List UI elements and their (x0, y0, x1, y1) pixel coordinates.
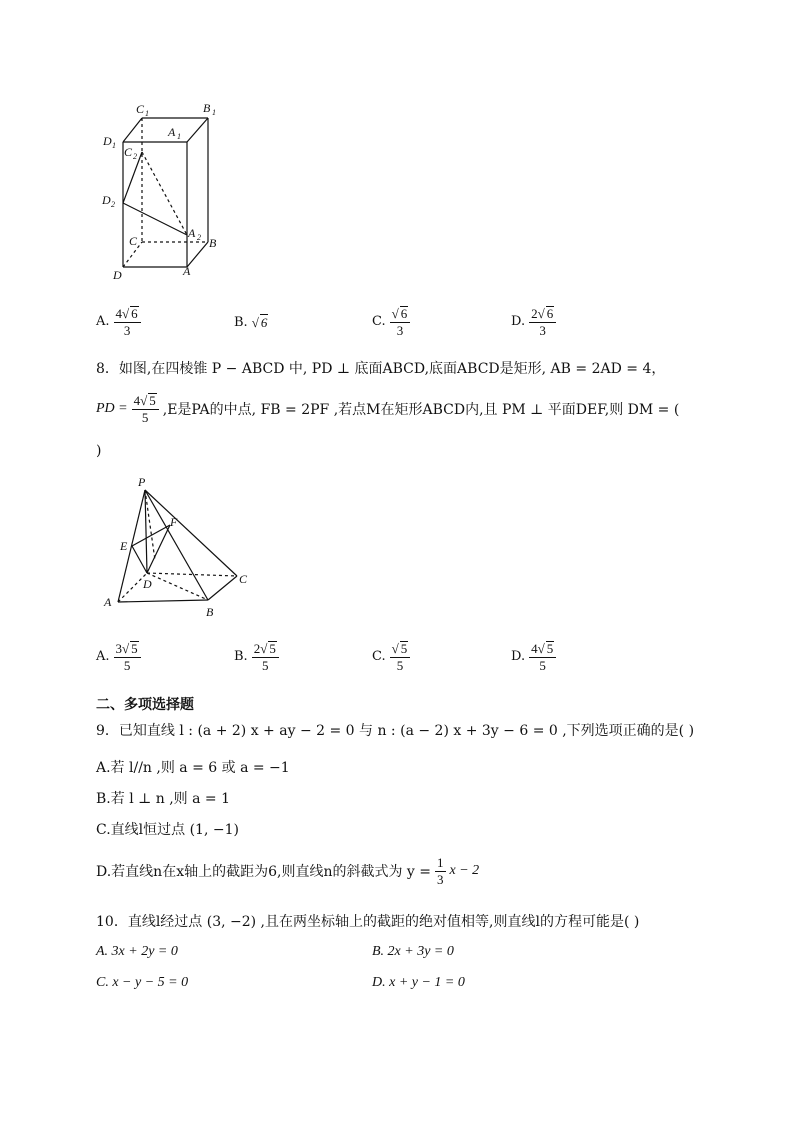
label-C2: C (124, 145, 133, 159)
q8-line2-rest: ,E是PA的中点, FB = 2PF ,若点M在矩形ABCD内,且 PM ⊥ 平面DEF,则 DM = ( (162, 401, 680, 418)
denominator: 5 (262, 657, 269, 673)
pd-prefix: PD = (96, 400, 128, 416)
q9-stem: 9．已知直线 l : (a + 2) x + ay − 2 = 0 与 n : (a − 2) x + 3y − 6 = 0 ,下列选项正确的是( ) (96, 723, 695, 739)
section-heading: 二、多项选择题 (96, 697, 194, 713)
numerator (114, 641, 141, 658)
option-letter: C. (372, 649, 386, 665)
radical-sign: √ (251, 315, 259, 330)
q9-option-d[interactable] (96, 856, 479, 886)
label-A: A (104, 595, 112, 609)
label-A1-sub: 1 (177, 132, 181, 141)
option-letter: A. (96, 649, 110, 665)
fraction (529, 306, 556, 337)
label-B: B (206, 605, 214, 619)
option-letter: D. (511, 649, 526, 665)
q9-option-a[interactable]: A.若 l//n ,则 a = 6 或 a = −1 (96, 760, 290, 776)
q10-option-b[interactable]: B. 2x + 3y = 0 (372, 944, 454, 959)
q8-line1: 8．如图,在四棱锥 P − ABCD 中, PD ⊥ 底面ABCD,底面ABCD是矩形, AB = 2AD = 4， (96, 361, 666, 377)
radical-sign: √ (140, 393, 148, 408)
denominator: 3 (539, 322, 546, 338)
numerator (114, 306, 141, 323)
label-D: D (113, 268, 122, 282)
numerator (390, 306, 411, 323)
label-F: F (170, 515, 178, 529)
coef: 4 (115, 306, 123, 321)
q8-option-d[interactable] (511, 641, 556, 672)
denominator: 3 (396, 322, 404, 338)
radical-sign: √ (391, 641, 399, 656)
label-A1: A (168, 125, 176, 139)
label-P: P (138, 475, 146, 489)
numerator (132, 393, 159, 410)
denominator: 3 (437, 871, 444, 887)
fraction (252, 641, 279, 672)
label-B1-sub: 1 (212, 108, 216, 117)
q10-option-d[interactable]: D. x + y − 1 = 0 (372, 975, 465, 990)
option-letter: D. (511, 314, 526, 330)
label-B1: B (203, 101, 211, 115)
radicand: 5 (400, 641, 408, 656)
label-C: C (239, 572, 248, 586)
label-D1-sub: 1 (112, 141, 116, 150)
fraction (114, 641, 141, 672)
label-A: A (183, 264, 191, 278)
coef: 2 (253, 641, 261, 656)
label-C: C (129, 234, 138, 248)
label-D2-sub: 2 (111, 200, 115, 209)
coef: 3 (115, 641, 123, 656)
denominator: 5 (123, 657, 131, 673)
numerator (529, 306, 556, 323)
radicand: 5 (149, 393, 156, 408)
label-C1-sub: 1 (145, 109, 149, 118)
option-letter: B. (234, 649, 248, 665)
radicand: 5 (269, 641, 276, 656)
option-letter: A. (96, 314, 110, 330)
q9-d-suffix: x − 2 (449, 863, 480, 879)
radical-sign: √ (391, 306, 399, 321)
q7-option-d[interactable] (511, 306, 556, 337)
label-B: B (209, 236, 217, 250)
radical-sign: √ (122, 306, 130, 321)
label-A2-sub: 2 (197, 233, 201, 242)
q7-option-c[interactable] (372, 306, 410, 337)
q7-option-a[interactable] (96, 306, 141, 337)
q8-line3: ) (96, 443, 102, 459)
option-letter: B. (234, 315, 248, 330)
label-D1: D (103, 134, 112, 148)
option-letter: C. (372, 314, 386, 330)
denominator: 5 (141, 409, 149, 425)
prism-figure (95, 95, 235, 285)
radicand: 6 (131, 306, 138, 321)
label-C1: C (136, 102, 145, 116)
q8-option-c[interactable] (372, 641, 410, 672)
fraction (114, 306, 141, 337)
label-A2: A (188, 226, 196, 240)
radicand: 6 (546, 306, 554, 321)
q8-option-a[interactable] (96, 641, 141, 672)
q10-option-a[interactable]: A. 3x + 2y = 0 (96, 944, 178, 959)
label-E: E (120, 539, 128, 553)
radical (252, 314, 269, 331)
radicand: 6 (260, 315, 268, 330)
radicand: 5 (131, 641, 138, 656)
q10-stem: 10．直线l经过点 (3, −2) ,且在两坐标轴上的截距的绝对值相等,则直线l的方程可能是( ) (96, 914, 640, 930)
numerator (529, 641, 556, 658)
fraction (529, 641, 556, 672)
q10-option-c[interactable]: C. x − y − 5 = 0 (96, 975, 189, 990)
numerator: 1 (437, 855, 444, 870)
numerator (252, 641, 279, 658)
denominator: 3 (123, 322, 131, 338)
radicand: 6 (400, 306, 408, 321)
fraction (390, 306, 411, 337)
q7-option-b[interactable] (234, 314, 268, 331)
pyramid-figure (100, 470, 260, 625)
radical-sign: √ (537, 306, 545, 321)
denominator: 5 (396, 657, 404, 673)
q9-d-prefix: D.若直线n在x轴上的截距为6,则直线n的斜截式为 y = (96, 864, 432, 881)
fraction (435, 856, 446, 886)
coef: 2 (531, 306, 538, 321)
label-D: D (143, 577, 152, 591)
q9-option-b[interactable]: B.若 l ⊥ n ,则 a = 1 (96, 791, 230, 807)
q8-line2 (96, 393, 679, 424)
radicand: 5 (546, 641, 554, 656)
denominator: 5 (539, 657, 546, 673)
fraction (390, 641, 411, 672)
radical-sign: √ (260, 641, 268, 656)
coef: 4 (133, 393, 141, 408)
label-D2: D (102, 193, 111, 207)
radical-sign: √ (537, 641, 545, 656)
pd-fraction (132, 393, 159, 424)
q8-option-b[interactable] (234, 641, 279, 672)
q9-option-c[interactable]: C.直线l恒过点 (1, −1) (96, 822, 239, 838)
coef: 4 (531, 641, 538, 656)
radical-sign: √ (122, 641, 130, 656)
numerator (390, 641, 411, 658)
label-C2-sub: 2 (133, 152, 137, 161)
